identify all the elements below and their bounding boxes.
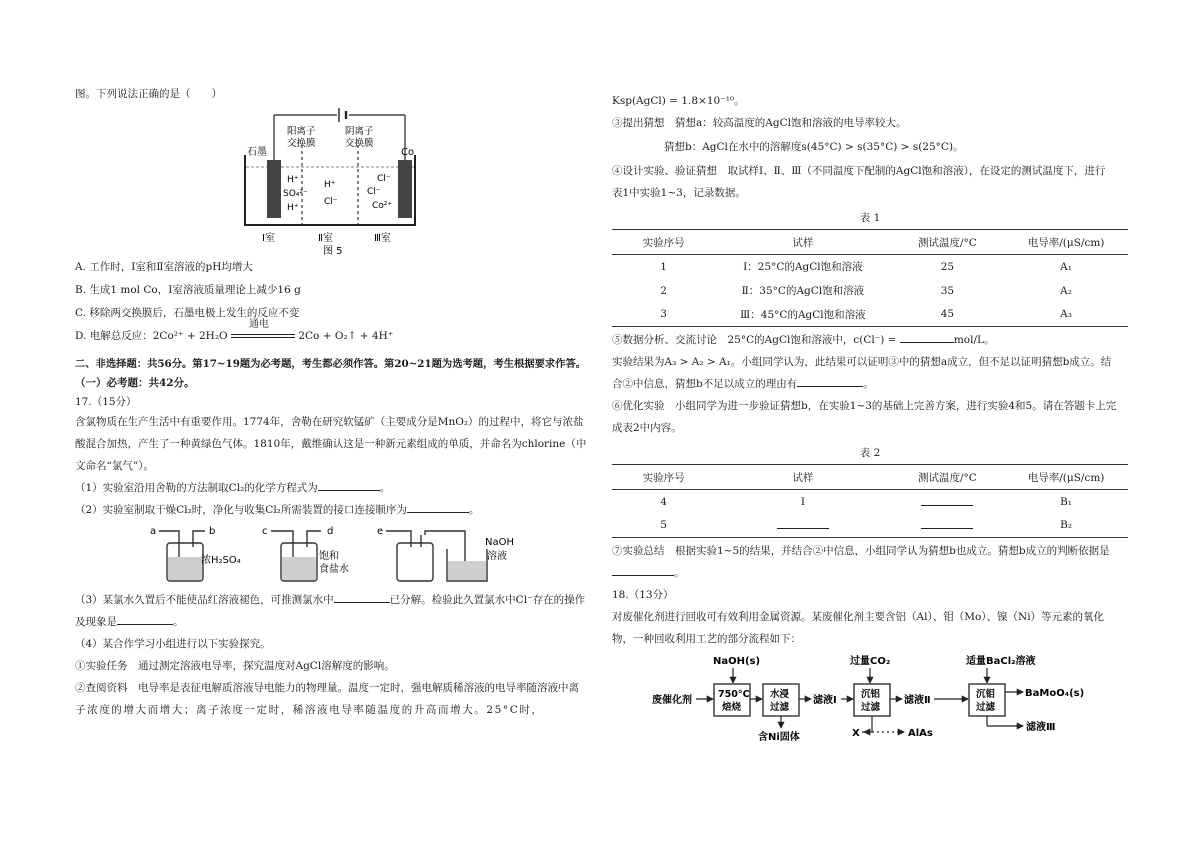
table-1: [612, 229, 1128, 327]
svg-text:过滤: 过滤: [861, 702, 881, 713]
room1-ion: H⁺: [287, 203, 299, 214]
table2-header: 电导率/(μS/cm): [1004, 465, 1128, 490]
table-row: 3 Ⅲ：45°C的AgCl饱和溶液 45 A₃: [612, 303, 1128, 327]
table2-header: 实验序号: [612, 465, 715, 490]
x-label: X: [852, 728, 860, 739]
optimize-l1: ⑥优化实验 小组同学为进一步验证猜想b，在实验1~3的基础上完善方案，进行实验4和5。请在答题卡上完: [612, 400, 1117, 412]
right-column: [612, 90, 1128, 744]
table1-header: 试样: [715, 230, 890, 255]
beaker-reagent-l1: NaOH: [485, 537, 514, 549]
answer-blank[interactable]: [407, 502, 469, 513]
room3-label: Ⅲ室: [374, 233, 391, 245]
right-top-text: [612, 90, 1128, 204]
experiment-task: ①实验任务 通过测定溶液电导率，探究温度对AgCl溶解度的影响。: [75, 660, 395, 673]
figure-5-electrolysis-cell: [75, 105, 587, 255]
ni-solid-label: 含Ni固体: [758, 732, 800, 743]
table-row: 2 Ⅱ：35°C的AgCl饱和溶液 35 A₂: [660, 284, 1072, 297]
room1-ion: SO₄²⁻: [283, 189, 308, 200]
port-b-label: b: [209, 526, 216, 538]
membrane1-label-l2: 交换膜: [287, 138, 316, 150]
answer-blank[interactable]: [777, 518, 829, 529]
summary-l1: ⑦实验总结 根据实验1~5的结果，并结合②中信息，小组同学认为猜想b也成立。猜想b成立的判断依据是: [612, 545, 1110, 557]
answer-blank[interactable]: [797, 376, 863, 387]
membrane1-label-l1: 阳离子: [287, 126, 316, 138]
gas-purification-apparatus: [75, 521, 587, 583]
bamoo4-label: BaMoO₄(s): [1025, 688, 1085, 699]
filtrate-2-label: 滤液Ⅱ: [904, 695, 931, 706]
room2-label: Ⅱ室: [318, 233, 333, 245]
table2-header: 测试温度/°C: [891, 465, 1005, 490]
room1-label: Ⅰ室: [262, 233, 275, 245]
analysis: ⑤数据分析、交流讨论 25°C的AgCl饱和溶液中，c(Cl⁻) = mol/L。: [612, 334, 995, 346]
right-electrode-label: Co: [401, 147, 415, 159]
table-row: 5 B₂: [612, 514, 1128, 538]
bottle-1-reagent: 浓H₂SO₄: [201, 555, 241, 567]
bottle-3: [397, 543, 433, 581]
membrane2-label-l2: 交换膜: [345, 138, 374, 150]
bacl2-label: 适量BaCl₂溶液: [966, 656, 1036, 667]
section-2-subheading: （一）必考题：共42分。: [75, 376, 195, 389]
q18-stem-l1: 对废催化剂进行回收可有效利用金属资源。某废催化剂主要含铝（Al）、钼（Mo）、镍（Ni）等元素的氧化: [612, 611, 1105, 623]
answer-blank[interactable]: [117, 614, 173, 625]
answer-blank[interactable]: [334, 592, 390, 603]
hypothesis-a: ③提出猜想 猜想a：较高温度的AgCl饱和溶液的电导率较大。: [612, 117, 907, 129]
q18-stem-l2: 物，一种回收利用工艺的部分流程如下：: [612, 633, 801, 645]
process-flowchart: [612, 652, 1128, 744]
svg-text:过滤: 过滤: [976, 702, 996, 713]
q17-heading: 17.（15分）: [75, 396, 137, 409]
design-l1: ④设计实验、验证猜想 取试样Ⅰ、Ⅱ、Ⅲ（不同温度下配制的AgCl饱和溶液），在设定的测试温度下，进行: [612, 165, 1106, 177]
beaker-reagent-l2: 溶液: [487, 551, 507, 563]
room3-ion: Cl⁻: [367, 187, 381, 198]
svg-text:750°C: 750°C: [718, 689, 750, 700]
room1-ion: H⁺: [287, 175, 299, 186]
cobalt-electrode: [398, 160, 412, 218]
q17-part1: （1）实验室沿用舍勒的方法制取Cl₂的化学方程式为 。: [75, 482, 391, 495]
summary-block: ⑦实验总结 根据实验1~5的结果，并结合②中信息，小组同学认为猜想b也成立。猜想b成立的判断依据是 。 18.（13分） 对废催化剂进行回收可有效利用金属资源。某废催化剂主要含铝（Al）、钼（Mo）、镍（Ni）等元素的氧化 物，一种回收利用工艺的部分流程如下：: [612, 540, 1128, 650]
filtrate-3-label: 滤液Ⅲ: [1026, 722, 1056, 733]
answer-blank[interactable]: [921, 518, 973, 529]
table2-header: 试样: [715, 465, 890, 490]
hypothesis-b: 猜想b：AgCl在水中的溶解度s(45°C) > s(35°C) > s(25°C)。: [664, 141, 964, 153]
section-2-heading: 二、非选择题：共56分。第17~19题为必考题，考生都必须作答。第20~21题为选考题，考生根据要求作答。: [75, 358, 587, 371]
alas-label: AlAs: [908, 728, 933, 739]
bottle-2-reagent-l1: 饱和: [319, 551, 339, 563]
room2-ion: Cl⁻: [324, 197, 338, 208]
table1-header: 测试温度/°C: [891, 230, 1005, 255]
option-b: B. 生成1 mol Co，Ⅰ室溶液质量理论上减少16 g: [75, 284, 301, 297]
svg-text:沉钼: 沉钼: [976, 689, 996, 700]
result-l1: 实验结果为A₃ > A₂ > A₁。小组同学认为，此结果可以证明③中的猜想a成立，但不足以证明猜想b成立。结: [612, 356, 1112, 368]
result-l2: 合②中信息，猜想b不足以成立的理由有 。: [612, 378, 874, 390]
q17-parts-3-4: （3）某氯水久置后不能使品红溶液褪色，可推测氯水中 已分解。检验此久置氯水中Cl⁻存在的操作 及现象是 。 （4）某合作学习小组进行以下实验探究。 ①实验任务 通过测定溶液电导率，探究温度对AgCl溶解度的影响。 ②查阅资料 电导率是表征电解质溶液导电能力的物理量。温度一定时，强电解质稀溶液的电导率随溶液中离 子浓度的增大而增大；离子浓度一定时，稀溶液电导率随温度的升高而增大。25°C时，: [75, 589, 587, 721]
table1-title: 表 1: [859, 212, 881, 224]
table2-title: 表 2: [859, 447, 881, 459]
svg-text:过滤: 过滤: [770, 702, 790, 713]
answer-blank[interactable]: [921, 495, 973, 506]
figure-caption: 图 5: [323, 246, 343, 256]
table-row: 4 Ⅰ B₁: [660, 495, 1073, 508]
left-column: [75, 88, 587, 721]
option-a: A. 工作时，Ⅰ室和Ⅱ室溶液的pH均增大: [75, 261, 253, 274]
graphite-electrode: [267, 160, 281, 218]
filtrate-1-label: 滤液Ⅰ: [813, 695, 837, 706]
q17-part2: （2）实验室制取干燥Cl₂时，净化与收集Cl₂所需装置的接口连接顺序为 。: [75, 504, 480, 517]
room3-ion: Cl⁻: [377, 174, 391, 185]
answer-blank[interactable]: [612, 565, 674, 576]
design-l2: 表1中实验1~3，记录数据。: [612, 187, 746, 199]
left-electrode-label: 石墨: [247, 147, 267, 159]
table-2: [612, 464, 1128, 538]
bottle-2-reagent-l2: 食盐水: [319, 564, 349, 576]
port-e-label: e: [377, 526, 384, 538]
co2-label: 过量CO₂: [850, 656, 891, 667]
port-a-label: a: [150, 526, 157, 538]
room2-ion: H⁺: [324, 180, 336, 191]
q17-stem: 含氯物质在生产生活中有重要作用。1774年，舍勒在研究软锰矿（主要成分是MnO₂）的过程中，将它与浓盐 酸混合加热，产生了一种黄绿色气体。1810年，戴维确认这是一种新元素组成的单质，并命名为chlorine（中 文命名“氯气”）。 （1）实验室沿用舍勒的方法制取Cl₂的化学方程式为 。 （2）实验室制取干燥Cl₂时，净化与收集Cl₂所需装置的接口连接顺序为 。: [75, 411, 587, 521]
q17-part3: （3）某氯水久置后不能使品红溶液褪色，可推测氯水中 已分解。检验此久置氯水中Cl⁻存在的操作: [75, 594, 586, 607]
naoh-label: NaOH(s): [713, 656, 761, 667]
table1-header: 实验序号: [612, 230, 715, 255]
analysis-block: [612, 329, 1128, 439]
reference-l2: 子浓度的增大而增大；离子浓度一定时，稀溶液电导率随温度的升高而增大。25°C时，: [75, 704, 544, 717]
answer-blank[interactable]: [318, 480, 380, 491]
start-label: 废催化剂: [652, 695, 692, 706]
svg-text:沉铝: 沉铝: [861, 689, 881, 700]
q18-heading: 18.（13分）: [612, 589, 674, 601]
room3-ion: Co²⁺: [372, 201, 393, 212]
question-stem-tail: 图。下列说法正确的是（ ）: [75, 88, 222, 100]
reference-l1: ②查阅资料 电导率是表征电解质溶液导电能力的物理量。温度一定时，强电解质稀溶液的电导率随溶液中离: [75, 682, 579, 695]
svg-text:焙烧: 焙烧: [722, 702, 742, 713]
membrane2-label-l1: 阴离子: [345, 126, 374, 138]
table-row: 1 Ⅰ：25°C的AgCl饱和溶液 25 A₁: [660, 260, 1072, 274]
option-d: D. 电解总反应：2Co²⁺ + 2H₂O 通电 2Co + O₂↑ + 4H⁺: [75, 319, 394, 343]
port-c-label: c: [262, 526, 268, 538]
port-d-label: d: [327, 526, 334, 538]
svg-text:水浸: 水浸: [770, 689, 790, 700]
answer-blank[interactable]: [900, 332, 954, 343]
reaction-condition: 通电: [231, 331, 295, 341]
optimize-l2: 成表2中内容。: [612, 422, 682, 434]
q17-part4: （4）某合作学习小组进行以下实验探究。: [75, 638, 271, 651]
table1-header: 电导率/(μS/cm): [1004, 230, 1128, 255]
option-c: C. 移除两交换膜后，石墨电极上发生的反应不变: [75, 307, 300, 320]
ksp-value: Ksp(AgCl) = 1.8×10⁻¹⁰。: [612, 95, 745, 107]
